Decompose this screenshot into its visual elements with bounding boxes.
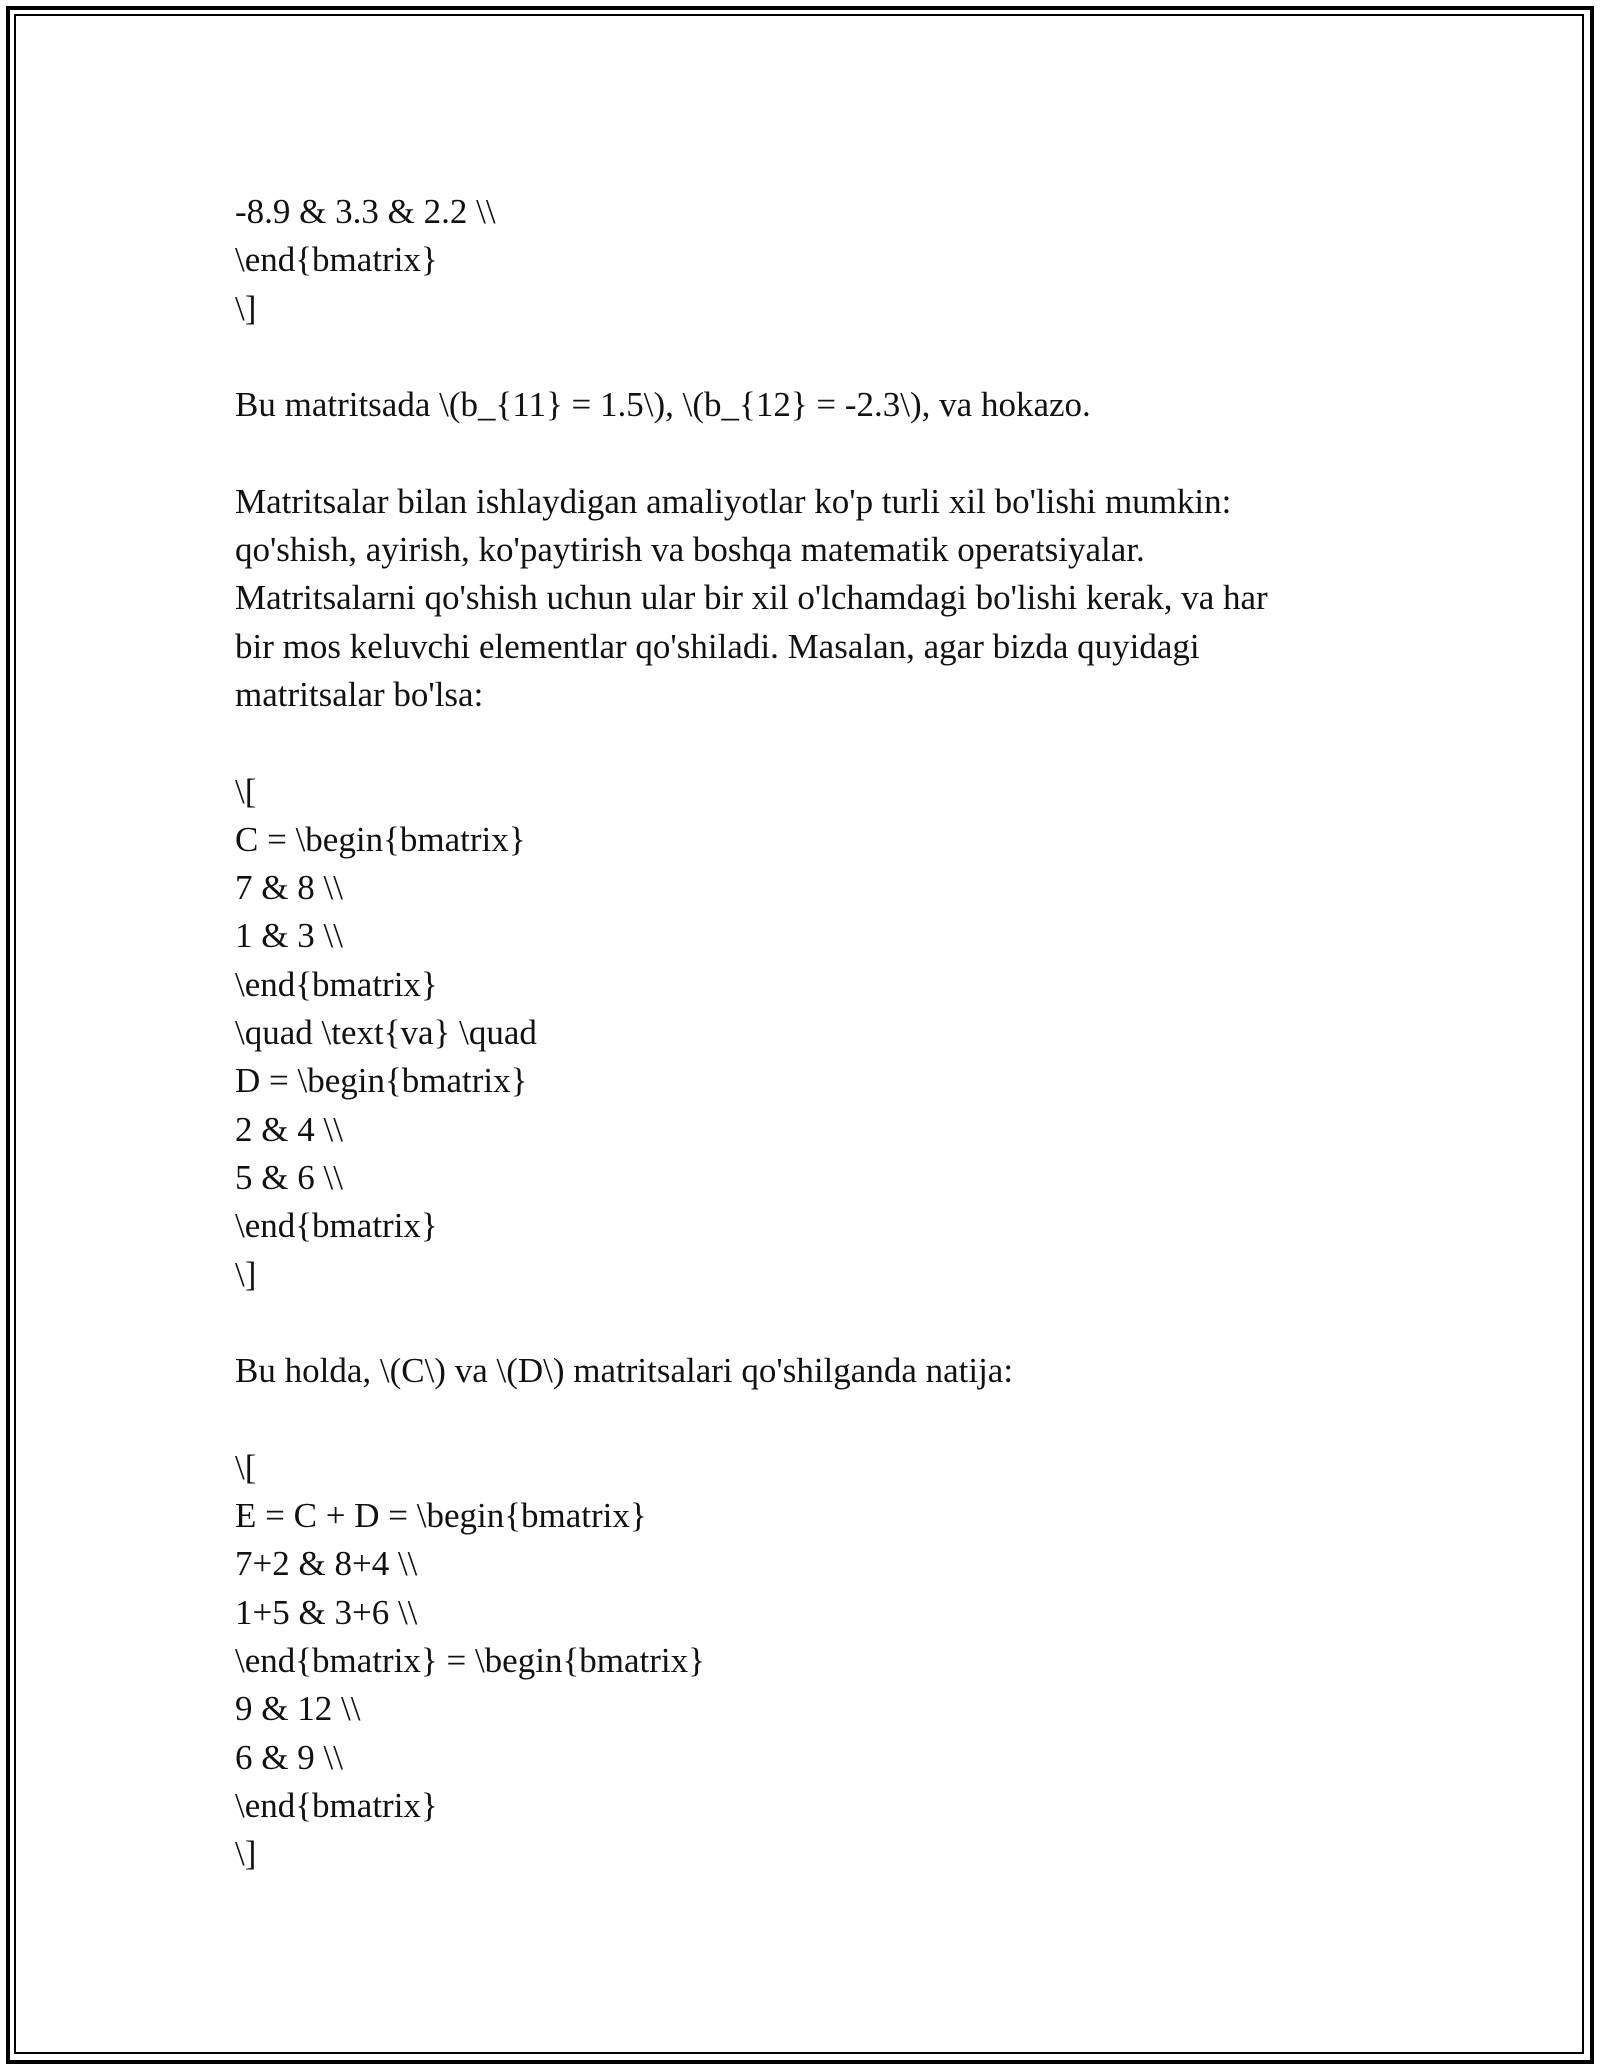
paragraph-gap bbox=[235, 333, 1375, 381]
paragraph-gap bbox=[235, 429, 1375, 477]
paragraph-sum-intro: Bu holda, \(C\) va \(D\) matritsalari qo'shilganda natija: bbox=[235, 1351, 1014, 1391]
latex-line: \] bbox=[235, 1254, 257, 1294]
latex-line: \] bbox=[235, 1834, 257, 1874]
latex-line: \end{bmatrix} bbox=[235, 1206, 438, 1246]
latex-line: C = \begin{bmatrix} bbox=[235, 819, 526, 859]
latex-line: \] bbox=[235, 288, 257, 328]
latex-line: \[ bbox=[235, 1447, 257, 1487]
latex-line: 7+2 & 8+4 \\ bbox=[235, 1544, 418, 1584]
latex-line: 9 & 12 \\ bbox=[235, 1689, 361, 1729]
latex-line: \end{bmatrix} bbox=[235, 964, 438, 1004]
latex-line: E = C + D = \begin{bmatrix} bbox=[235, 1496, 647, 1536]
latex-line: -8.9 & 3.3 & 2.2 \\ bbox=[235, 192, 496, 231]
latex-line: 6 & 9 \\ bbox=[235, 1737, 343, 1777]
latex-line: 2 & 4 \\ bbox=[235, 1109, 343, 1149]
matrix-block-c-d bbox=[235, 768, 1375, 1299]
matrix-block-e-sum bbox=[235, 1444, 1375, 1879]
paragraph-matrix-operations bbox=[235, 478, 1375, 719]
paragraph-line: bir mos keluvchi elementlar qo'shiladi. Masalan, agar bizda quyidagi bbox=[235, 626, 1200, 666]
paragraph-gap bbox=[235, 719, 1375, 767]
paragraph-line: matritsalar bo'lsa: bbox=[235, 674, 484, 714]
paragraph-gap bbox=[235, 1299, 1375, 1347]
paragraph-gap bbox=[235, 1395, 1375, 1443]
latex-line: \quad \text{va} \quad bbox=[235, 1013, 537, 1053]
paragraph-line: Matritsalarni qo'shish uchun ular bir xil o'lchamdagi bo'lishi kerak, va har bbox=[235, 578, 1268, 618]
latex-line: D = \begin{bmatrix} bbox=[235, 1061, 528, 1101]
latex-line: \end{bmatrix} bbox=[235, 240, 438, 280]
document-body bbox=[235, 188, 1375, 1878]
latex-line: 7 & 8 \\ bbox=[235, 868, 343, 908]
paragraph-line: Matritsalar bilan ishlaydigan amaliyotlar ko'p turli xil bo'lishi mumkin: bbox=[235, 481, 1232, 521]
paragraph-b-elements: Bu matritsada \(b_{11} = 1.5\), \(b_{12} = -2.3\), va hokazo. bbox=[235, 385, 1091, 425]
latex-line: 1 & 3 \\ bbox=[235, 916, 343, 956]
latex-line: 1+5 & 3+6 \\ bbox=[235, 1592, 418, 1632]
matrix-block-b-end bbox=[235, 188, 1375, 333]
paragraph-line: qo'shish, ayirish, ko'paytirish va boshqa matematik operatsiyalar. bbox=[235, 530, 1145, 570]
latex-line: \[ bbox=[235, 771, 257, 811]
latex-line: \end{bmatrix} = \begin{bmatrix} bbox=[235, 1640, 705, 1680]
latex-line: \end{bmatrix} bbox=[235, 1785, 438, 1825]
latex-line: 5 & 6 \\ bbox=[235, 1157, 343, 1197]
